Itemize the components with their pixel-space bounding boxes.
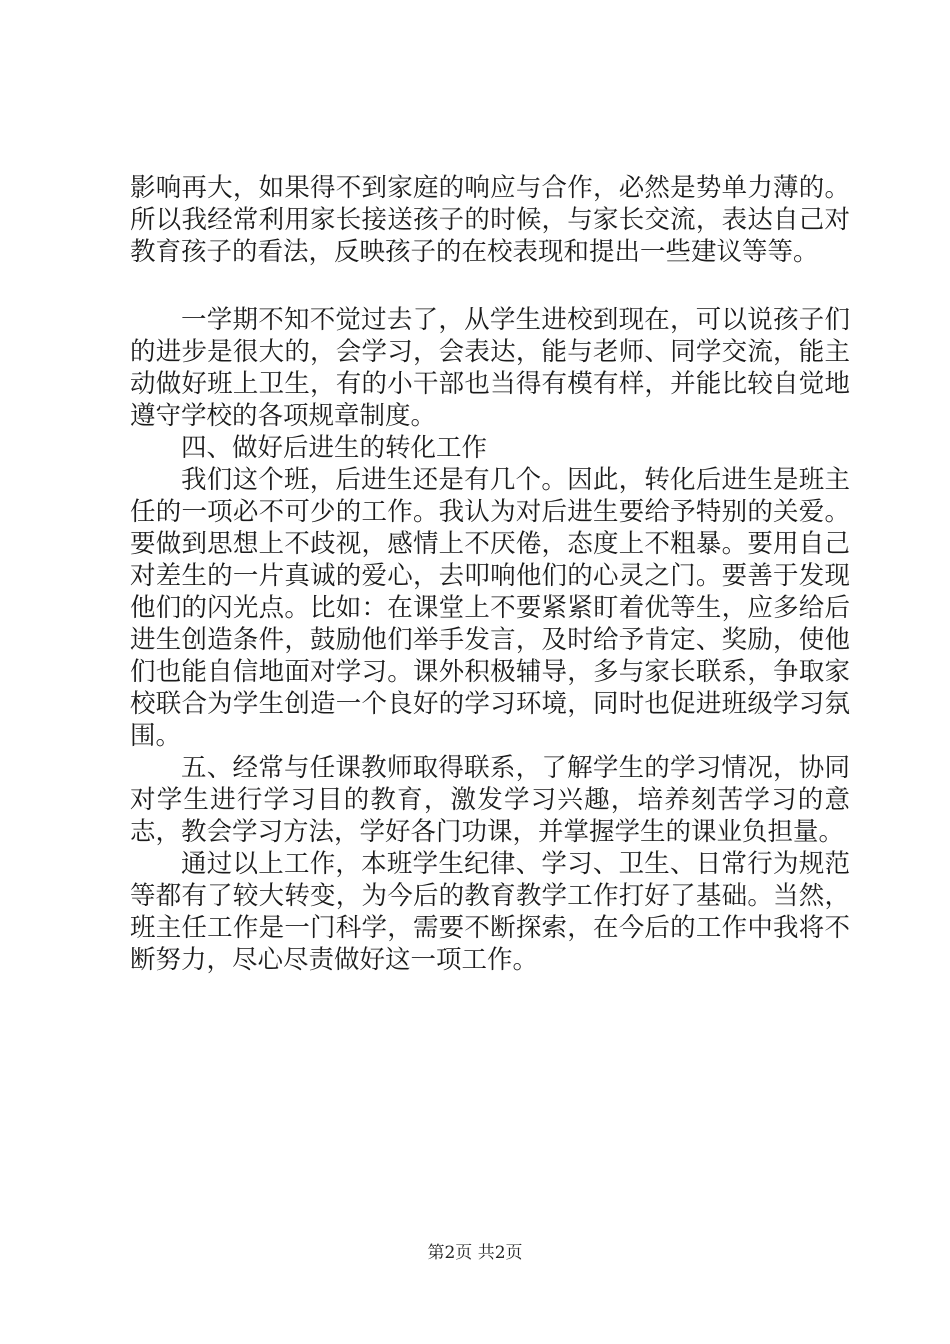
section-heading-five: 五、经常与任课教师取得联系，了解学生的学习情况，协同对学生进行学习目的教育，激发学习兴趣，培养刻苦学习的意志，教会学习方法，学好各门功课，并掌握学生的课业负担量。 — [130, 753, 850, 847]
paragraph-struggling-students: 我们这个班，后进生还是有几个。因此，转化后进生是班主任的一项必不可少的工作。我认为对后进生要给予特别的关爱。要做到思想上不歧视，感情上不厌倦，态度上不粗暴。要用自己对差生的一片真诚的爱心，去叩响他们的心灵之门。要善于发现他们的闪光点。比如：在课堂上不要紧紧盯着优等生，应多给后进生创造条件，鼓励他们举手发言，及时给予肯定、奖励，使他们也能自信地面对学习。课外积极辅导，多与家长联系，争取家校联合为学生创造一个良好的学习环境，同时也促进班级学习氛围。 — [130, 465, 850, 751]
paragraph-semester-summary: 一学期不知不觉过去了，从学生进校到现在，可以说孩子们的进步是很大的，会学习，会表达，能与老师、同学交流，能主动做好班上卫生，有的小干部也当得有模有样，并能比较自觉地遵守学校的各项规章制度。 — [130, 305, 850, 431]
paragraph-conclusion: 通过以上工作，本班学生纪律、学习、卫生、日常行为规范等都有了较大转变，为今后的教育教学工作打好了基础。当然，班主任工作是一门科学，需要不断探索，在今后的工作中我将不断努力，尽心尽责做好这一项工作。 — [130, 849, 850, 975]
paragraph-continuation: 影响再大，如果得不到家庭的响应与合作，必然是势单力薄的。所以我经常利用家长接送孩子的时候，与家长交流，表达自己对教育孩子的看法，反映孩子的在校表现和提出一些建议等等。 — [130, 173, 850, 267]
document-body — [130, 172, 850, 976]
section-heading-four: 四、做好后进生的转化工作 — [181, 433, 488, 463]
page-number-footer: 第2页 共2页 — [427, 1243, 523, 1263]
